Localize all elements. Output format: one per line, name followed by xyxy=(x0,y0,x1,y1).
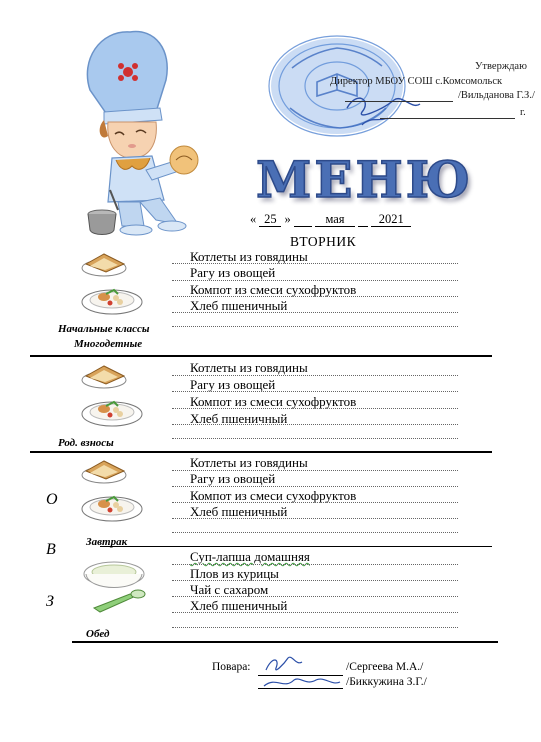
dotted-line xyxy=(172,312,458,313)
date-close-quote: » xyxy=(284,212,291,226)
dotted-line xyxy=(172,612,458,613)
approval-name: /Вильданова Г.З./ xyxy=(458,90,535,101)
dotted-line xyxy=(172,326,458,327)
side-letter: О xyxy=(46,491,58,508)
menu-item: Хлеб пшеничный xyxy=(190,598,288,613)
menu-item: Рагу из овощей xyxy=(190,265,276,280)
side-letter: З xyxy=(46,593,54,610)
dotted-line xyxy=(172,263,458,264)
signature-line xyxy=(258,675,343,676)
menu-item: Чай с сахаром xyxy=(190,582,269,597)
chef-illustration xyxy=(60,20,220,240)
dotted-line xyxy=(172,408,458,409)
date-day: 25 xyxy=(259,213,281,227)
dotted-line xyxy=(172,296,458,297)
section-label: Обед xyxy=(86,628,110,640)
bread-and-plate-icon xyxy=(78,362,152,432)
cook-name: /Биккужина З.Г./ xyxy=(346,676,427,688)
cook-name: /Сергеева М.А./ xyxy=(346,661,424,673)
menu-date xyxy=(250,212,411,227)
menu-item: Котлеты из говядины xyxy=(190,360,308,375)
bread-and-plate-icon xyxy=(78,457,152,527)
signature-line xyxy=(258,688,343,689)
menu-item xyxy=(190,549,310,564)
dotted-line xyxy=(172,438,458,439)
cook-signatures xyxy=(258,652,348,692)
date-open-quote: « xyxy=(250,212,257,226)
soup-bowl-icon xyxy=(80,552,150,618)
dotted-line xyxy=(172,627,458,628)
menu-item-text: Суп-лапша домашняя xyxy=(190,549,310,564)
page-title: МЕНЮ xyxy=(256,150,474,209)
section-label: Многодетные xyxy=(74,338,143,350)
date-gap xyxy=(294,213,312,227)
menu-item: Компот из смеси сухофруктов xyxy=(190,282,357,297)
dotted-line xyxy=(172,391,458,392)
date-gap xyxy=(358,213,368,227)
menu-item: Хлеб пшеничный xyxy=(190,504,288,519)
side-letter: В xyxy=(46,541,56,558)
dotted-line xyxy=(172,502,458,503)
dotted-line xyxy=(172,518,458,519)
menu-item: Хлеб пшеничный xyxy=(190,298,288,313)
approval-position: Директор МБОУ СОШ с.Комсомольск xyxy=(330,76,503,87)
section-divider xyxy=(30,451,492,453)
section-label: Завтрак xyxy=(86,536,128,548)
section-label: Начальные классы xyxy=(58,323,150,335)
dotted-line xyxy=(172,564,458,565)
approval-year-suffix: г. xyxy=(520,107,526,118)
section-label: Род. взносы xyxy=(58,437,114,449)
dotted-line xyxy=(172,280,458,281)
menu-item: Котлеты из говядины xyxy=(190,249,308,264)
dotted-line xyxy=(172,486,458,487)
approval-signature-line xyxy=(345,101,453,102)
bread-and-plate-icon xyxy=(78,250,152,320)
menu-item: Плов из курицы xyxy=(190,566,279,581)
menu-item: Компот из смеси сухофруктов xyxy=(190,488,357,503)
weekday: ВТОРНИК xyxy=(290,234,357,249)
section-divider xyxy=(100,546,492,547)
dotted-line xyxy=(172,596,458,597)
menu-item: Компот из смеси сухофруктов xyxy=(190,394,357,409)
menu-item: Рагу из овощей xyxy=(190,471,276,486)
section-divider xyxy=(72,641,498,643)
dotted-line xyxy=(172,580,458,581)
menu-item: Хлеб пшеничный xyxy=(190,411,288,426)
approval-date-line xyxy=(380,118,515,119)
cooks-label: Повара: xyxy=(212,661,251,673)
section-divider xyxy=(30,355,492,357)
menu-item: Рагу из овощей xyxy=(190,377,276,392)
date-year: 2021 xyxy=(371,213,411,227)
date-month: мая xyxy=(315,213,355,227)
approval-caption: Утверждаю xyxy=(475,61,527,72)
dotted-line xyxy=(172,424,458,425)
menu-item: Котлеты из говядины xyxy=(190,455,308,470)
dotted-line xyxy=(172,375,458,376)
dotted-line xyxy=(172,532,458,533)
